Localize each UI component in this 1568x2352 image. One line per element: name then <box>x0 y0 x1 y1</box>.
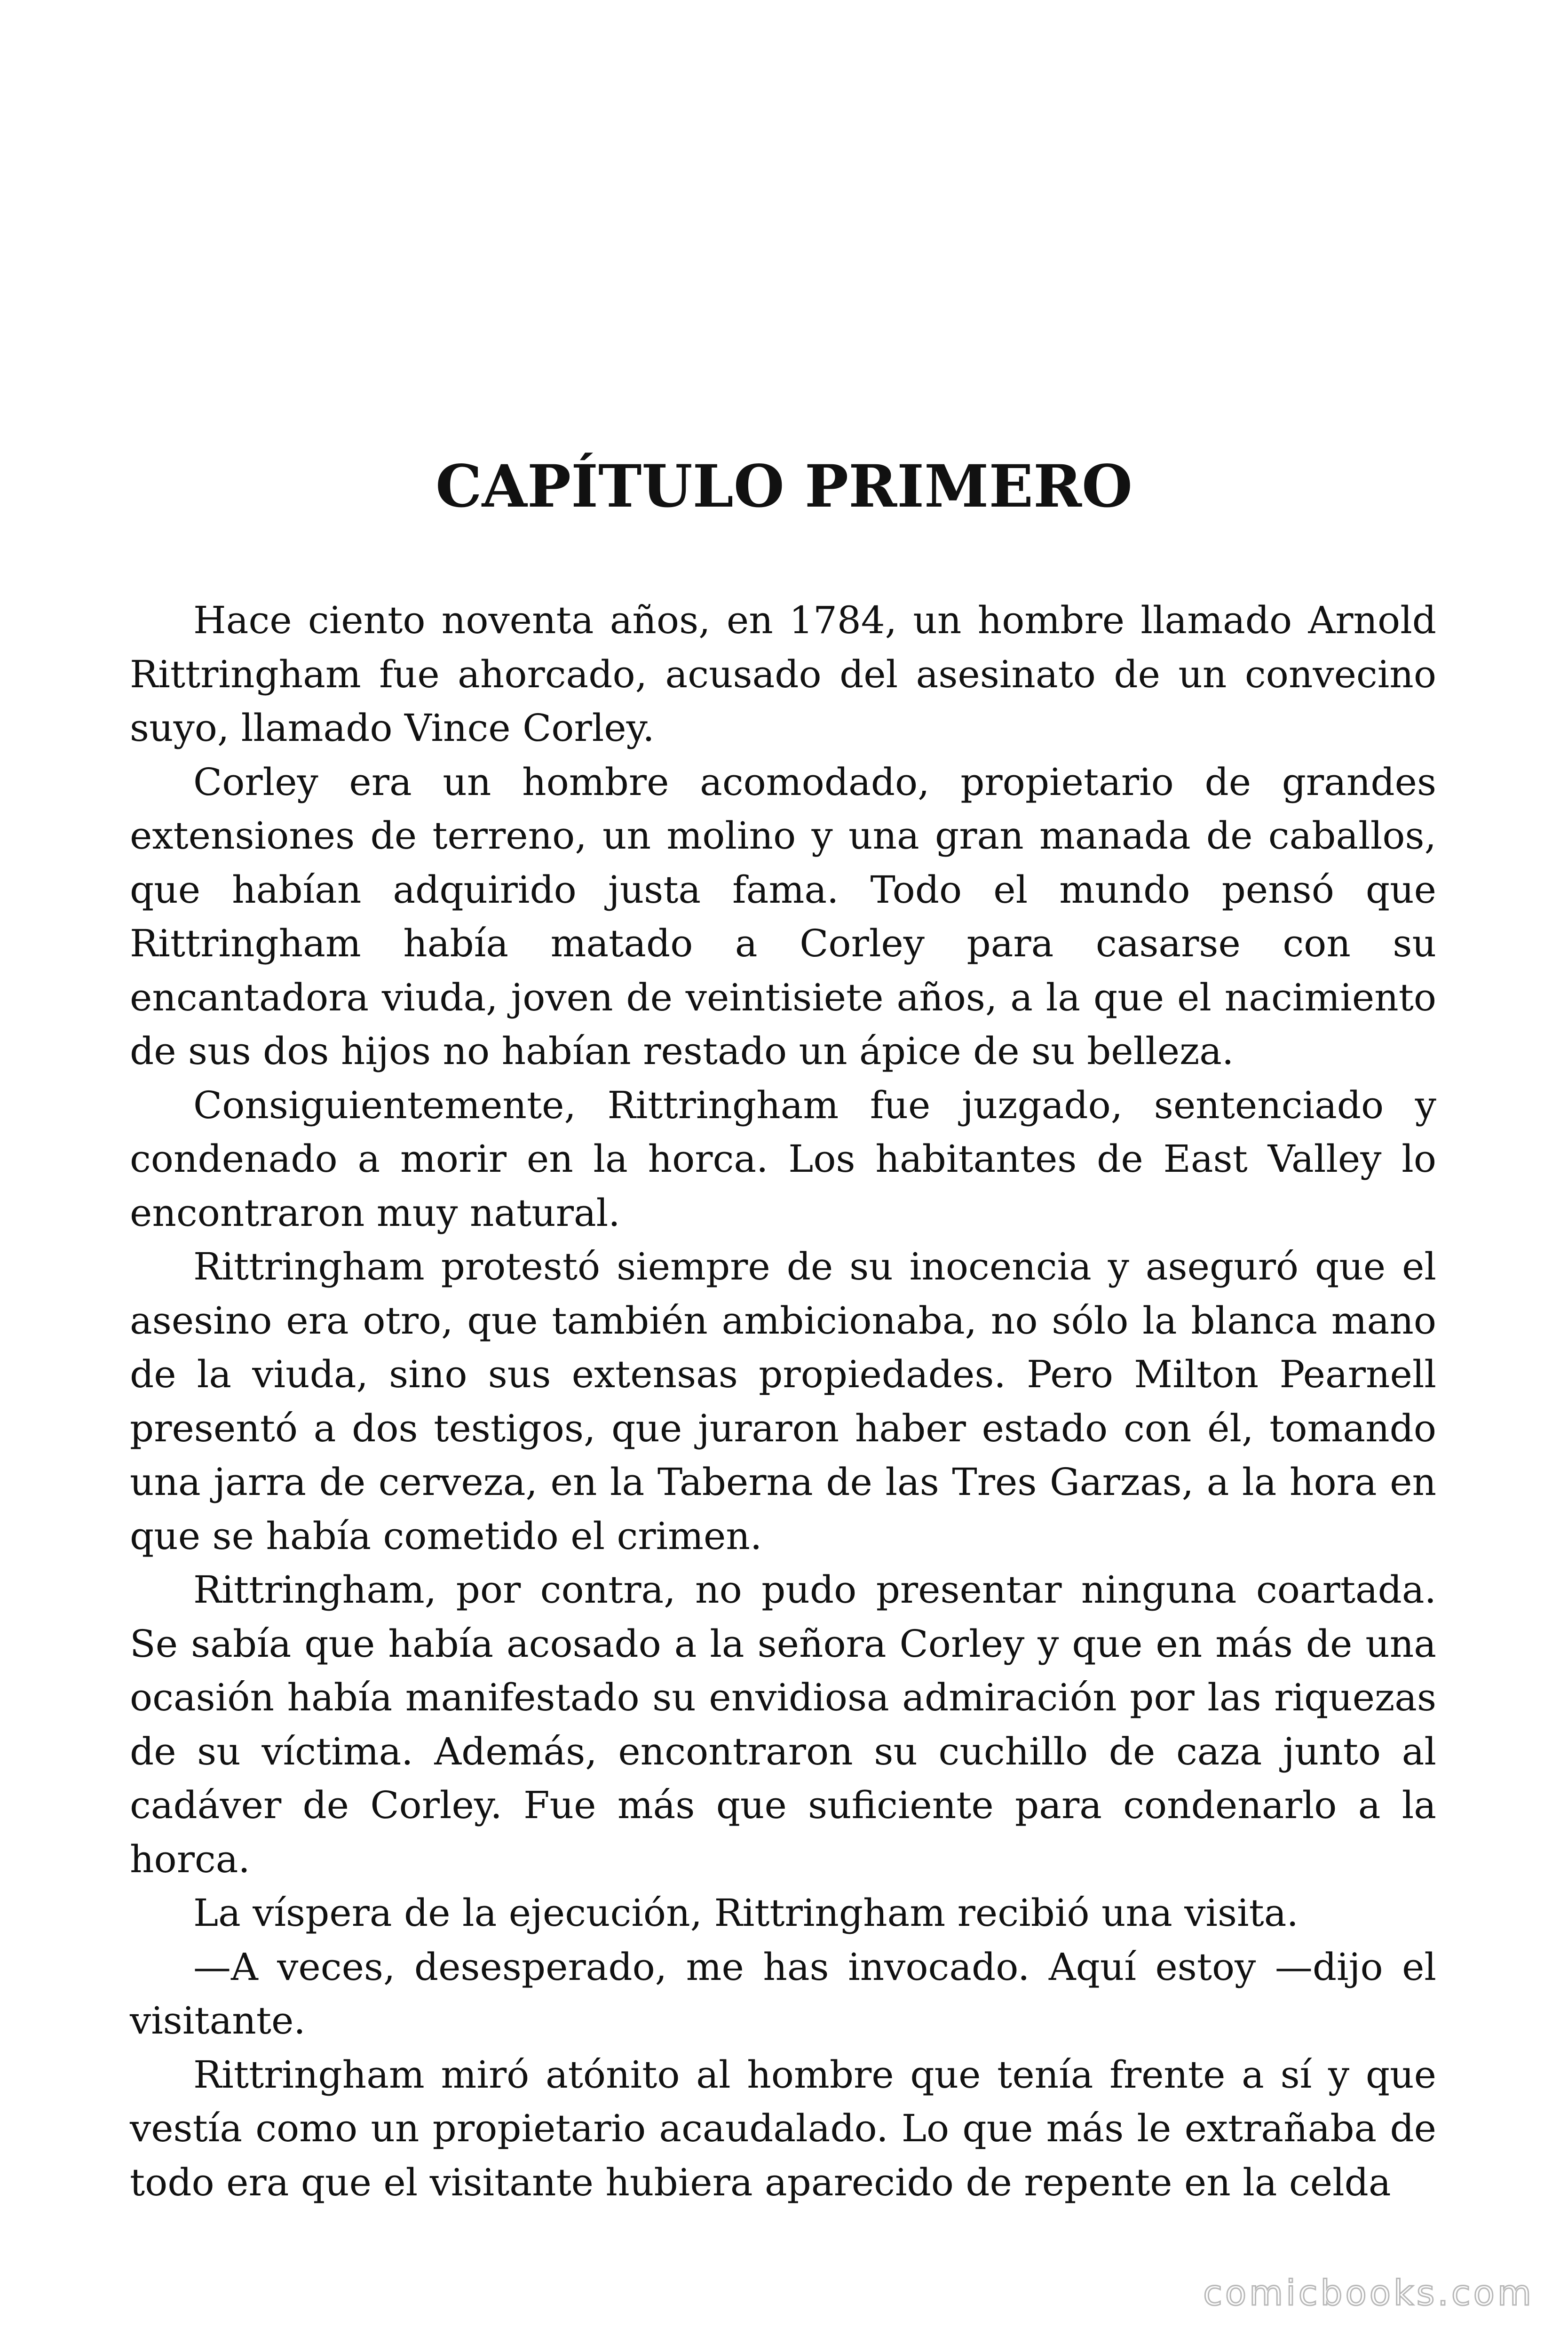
paragraph: Rittringham, por contra, no pudo presentar ninguna coartada. Se sabía que había acosado a la señora Corley y que en más de una ocasión había manifestado su envidiosa admiración por las riquezas de su víctima. Además, encontraron su cuchillo de caza junto al cadáver de Corley. Fue más que suficiente para condenarlo a la horca. <box>130 1568 1436 1881</box>
paragraph: La víspera de la ejecución, Rittringham recibió una visita. <box>193 1891 1299 1935</box>
paragraph: Consiguientemente, Rittringham fue juzgado, sentenciado y condenado a morir en la horca. Los habitantes de East Valley lo encontraron muy natural. <box>130 1083 1436 1235</box>
chapter-title: CAPÍTULO PRIMERO <box>435 453 1133 521</box>
chapter-body <box>130 594 1436 2209</box>
watermark-logo: comicbooks.com <box>1203 2273 1534 2313</box>
paragraph: —A veces, desesperado, me has invocado. Aquí estoy —dijo el visitante. <box>130 1945 1436 2042</box>
paragraph: Rittringham miró atónito al hombre que tenía frente a sí y que vestía como un propietario acaudalado. Lo que más le extrañaba de todo era que el visitante hubiera aparecido de repente en la celda <box>130 2052 1436 2204</box>
paragraph: Rittringham protestó siempre de su inocencia y aseguró que el asesino era otro, que también ambicionaba, no sólo la blanca mano de la viuda, sino sus extensas propiedades. Pero Milton Pearnell presentó a dos testigos, que juraron haber estado con él, tomando una jarra de cerveza, en la Taberna de las Tres Garzas, a la hora en que se había cometido el crimen. <box>130 1245 1436 1558</box>
paragraph: Corley era un hombre acomodado, propietario de grandes extensiones de terreno, un molino y una gran manada de caballos, que habían adquirido justa fama. Todo el mundo pensó que Rittringham había matado a Corley para casarse con su encantadora viuda, joven de veintisiete años, a la que el nacimiento de sus dos hijos no habían restado un ápice de su belleza. <box>130 760 1436 1073</box>
paragraph: Hace ciento noventa años, en 1784, un hombre llamado Arnold Rittringham fue ahorcado, acusado del asesinato de un convecino suyo, llamado Vince Corley. <box>130 598 1436 750</box>
